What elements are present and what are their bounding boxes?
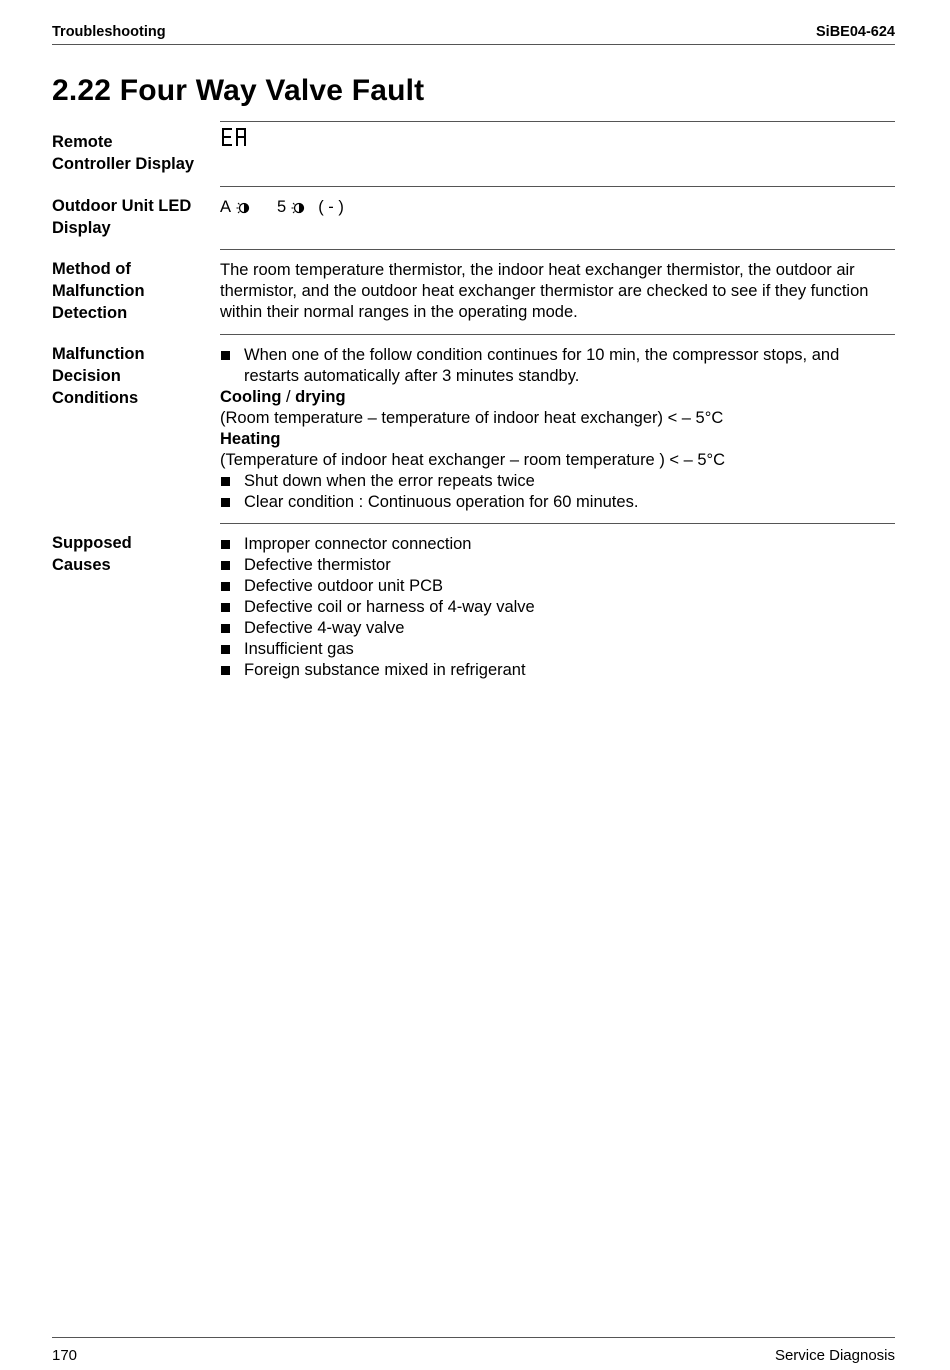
remote-display-content xyxy=(220,121,895,156)
decision-conditions-label: Malfunction Decision Conditions xyxy=(52,345,145,407)
list-item: Defective outdoor unit PCB xyxy=(220,576,895,597)
square-bullet-icon xyxy=(220,492,244,513)
cooling-condition-text: (Room temperature – temperature of indoor heat exchanger) < – 5°C xyxy=(220,409,724,427)
led-5-label: 5 xyxy=(277,198,287,216)
list-item: When one of the follow condition continues for 10 min, the compressor stops, and restarts automatically after 3 minutes standby. xyxy=(220,345,895,387)
list-item: Defective 4-way valve xyxy=(220,618,895,639)
led-display-label: Outdoor Unit LED Display xyxy=(52,197,192,237)
page-title: 2.22 Four Way Valve Fault xyxy=(52,74,425,107)
seven-segment-code-ea-icon xyxy=(220,126,250,150)
square-bullet-icon xyxy=(220,534,244,555)
detection-method-label: Method of Malfunction Detection xyxy=(52,260,145,322)
square-bullet-icon xyxy=(220,597,244,618)
header-section: Troubleshooting xyxy=(52,24,166,40)
list-item: Defective coil or harness of 4-way valve xyxy=(220,597,895,618)
heating-heading: Heating xyxy=(220,430,281,448)
page-footer xyxy=(52,1337,895,1364)
page-header xyxy=(52,24,895,45)
square-bullet-icon xyxy=(220,345,244,387)
heating-condition-text: (Temperature of indoor heat exchanger – room temperature ) < – 5°C xyxy=(220,451,726,469)
list-item: Foreign substance mixed in refrigerant xyxy=(220,660,895,681)
blinking-led-icon xyxy=(290,200,306,216)
square-bullet-icon xyxy=(220,660,244,681)
list-item: Clear condition : Continuous operation for 60 minutes. xyxy=(220,492,895,513)
cooling-drying-heading: Cooling / drying xyxy=(220,388,346,406)
square-bullet-icon xyxy=(220,576,244,597)
list-item: Defective thermistor xyxy=(220,555,895,576)
page-number: 170 xyxy=(52,1347,78,1364)
decision-conditions-content xyxy=(220,334,895,513)
list-item: Insufficient gas xyxy=(220,639,895,660)
square-bullet-icon xyxy=(220,555,244,576)
led-state-label: ( - ) xyxy=(318,198,344,216)
detection-method-text: The room temperature thermistor, the indoor heat exchanger thermistor, the outdoor air thermistor, and the outdoor heat exchanger thermistor are checked to see if they function within their normal ranges in the operating mode. xyxy=(220,261,869,321)
square-bullet-icon xyxy=(220,639,244,660)
supposed-causes-content xyxy=(220,523,895,681)
header-doc-code: SiBE04-624 xyxy=(816,24,895,40)
blinking-led-icon xyxy=(235,200,251,216)
detection-method-content xyxy=(220,249,895,323)
list-item: Shut down when the error repeats twice xyxy=(220,471,895,492)
supposed-causes-label: Supposed Causes xyxy=(52,534,132,574)
footer-section: Service Diagnosis xyxy=(774,1347,895,1364)
square-bullet-icon xyxy=(220,471,244,492)
square-bullet-icon xyxy=(220,618,244,639)
led-a-label: A xyxy=(220,198,232,216)
remote-display-label: Remote Controller Display xyxy=(52,133,195,173)
led-display-content xyxy=(220,186,895,218)
list-item: Improper connector connection xyxy=(220,534,895,555)
